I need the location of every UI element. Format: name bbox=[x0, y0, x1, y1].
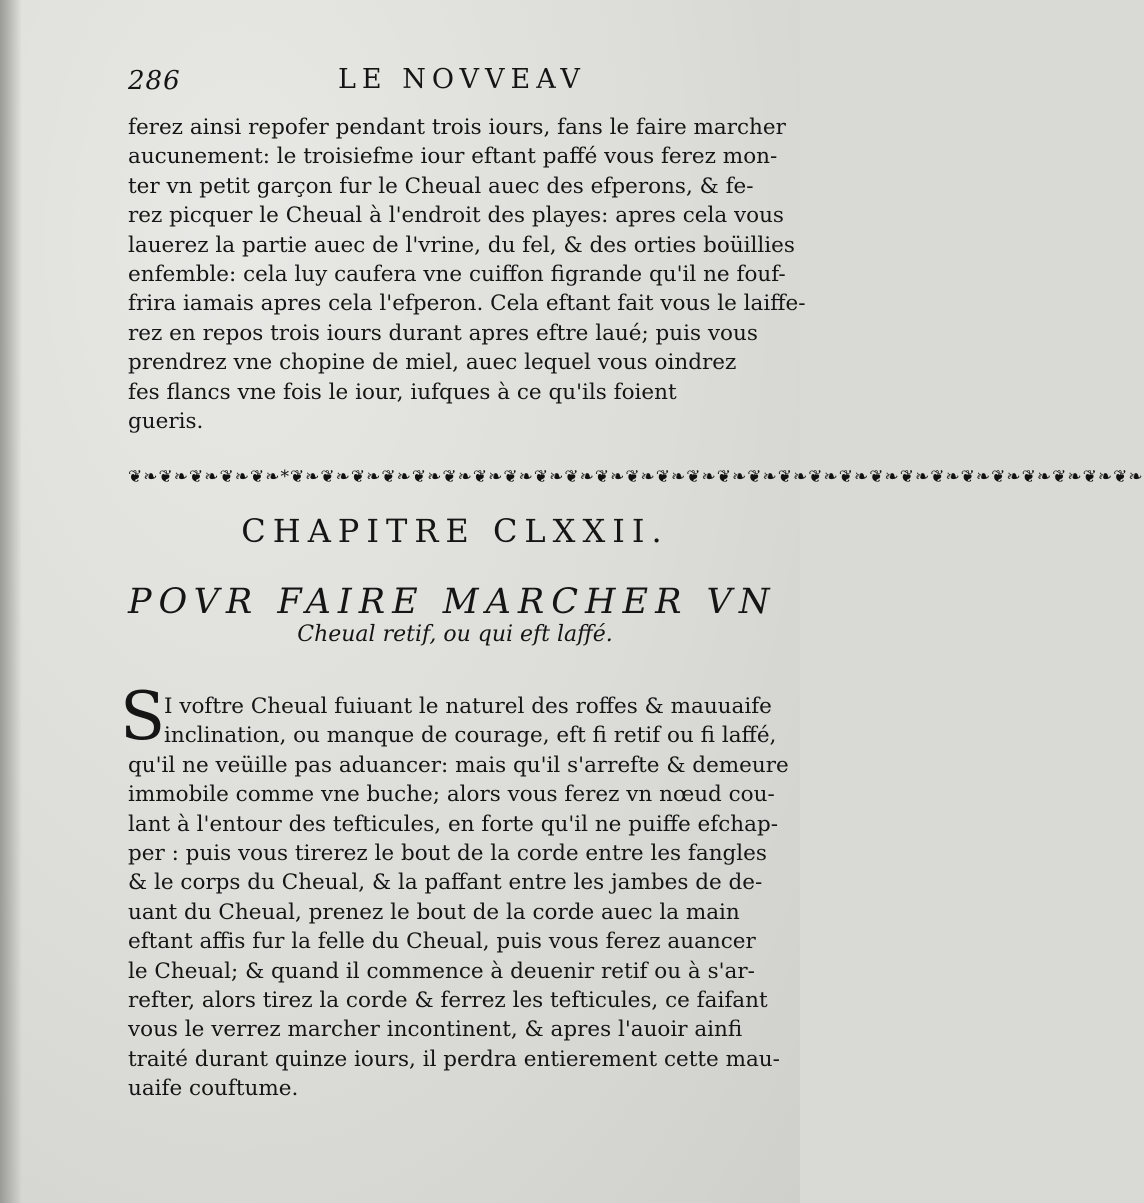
chapter-heading: CHAPITRE CLXXII. bbox=[241, 512, 669, 550]
text-line: vous le verrez marcher incontinent, & apres l'auoir ainfi bbox=[128, 1017, 743, 1043]
page-number: 286 bbox=[128, 66, 181, 96]
text-line: traité durant quinze iours, il perdra entierement cette mau- bbox=[128, 1046, 780, 1072]
chapter-title-line-1: POVR FAIRE MARCHER VN bbox=[128, 582, 777, 622]
text-line: I voftre Cheual fuiuant le naturel des roffes & mauuaife bbox=[164, 694, 772, 719]
drop-cap: S bbox=[120, 678, 166, 755]
text-line: ter vn petit garçon fur le Cheual auec des efperons, & fe- bbox=[128, 173, 754, 199]
text-line: prendrez vne chopine de miel, auec lequel vous oindrez bbox=[128, 350, 737, 376]
bottom-paragraph bbox=[128, 692, 793, 1104]
text-line: rez en repos trois iours durant apres eftre laué; puis vous bbox=[128, 320, 758, 346]
text-line: eftant affis fur la felle du Cheual, puis vous ferez auancer bbox=[128, 929, 756, 955]
text-line: qu'il ne veüille pas aduancer: mais qu'il s'arrefte & demeure bbox=[128, 752, 789, 778]
text-line: per : puis vous tirerez le bout de la corde entre les fangles bbox=[128, 841, 767, 867]
running-head bbox=[128, 62, 768, 102]
text-line: frira iamais apres cela l'efperon. Cela eftant fait vous le laiffe- bbox=[128, 291, 806, 317]
text-line: fes flancs vne fois le iour, iufques à ce qu'ils foient bbox=[128, 379, 677, 405]
text-line: ferez ainsi repofer pendant trois iours, fans le faire marcher bbox=[128, 115, 786, 140]
text-line: uaife couftume. bbox=[128, 1076, 299, 1102]
text-line: enfemble: cela luy caufera vne cuiffon figrande qu'il ne fouf- bbox=[128, 262, 786, 288]
ornamental-divider: ❦❧❦❧❦❧❦❧❦❧*❦❧❦❧❦❧❦❧❦❧❦❧❦❧❦❧❦❧❦❧❦❧❦❧❦❧❦❧❦❧❦❧❦❧❦❧❦❧❦❧❦❧❦❧❦❧❦❧❦❧❦❧❦❧❦❧ bbox=[128, 467, 1144, 487]
text-line: lant à l'entour des tefticules, en forte qu'il ne puiffe efchap- bbox=[128, 811, 778, 837]
text-line: aucunement: le troisiefme iour eftant paffé vous ferez mon- bbox=[128, 144, 778, 170]
text-line: & le corps du Cheual, & la paffant entre les jambes de de- bbox=[128, 870, 763, 896]
text-line: refter, alors tirez la corde & ferrez les tefticules, ce faifant bbox=[128, 988, 768, 1014]
text-line: inclination, ou manque de courage, eft fi retif ou fi laffé, bbox=[164, 723, 777, 749]
chapter-title-line-2: Cheual retif, ou qui eft laffé. bbox=[297, 622, 613, 647]
text-line: rez picquer le Cheual à l'endroit des playes: apres cela vous bbox=[128, 203, 784, 229]
page-edge-shadow bbox=[0, 0, 22, 1203]
text-line: gueris. bbox=[128, 409, 204, 435]
top-paragraph bbox=[128, 113, 806, 436]
running-title: LE NOVVEAV bbox=[338, 64, 586, 95]
text-line: le Cheual; & quand il commence à deuenir retif ou à s'ar- bbox=[128, 958, 755, 984]
text-line: lauerez la partie auec de l'vrine, du fel, & des orties boüillies bbox=[128, 232, 795, 258]
text-line: uant du Cheual, prenez le bout de la corde auec la main bbox=[128, 899, 740, 925]
text-line: immobile comme vne buche; alors vous ferez vn nœud cou- bbox=[128, 782, 775, 808]
